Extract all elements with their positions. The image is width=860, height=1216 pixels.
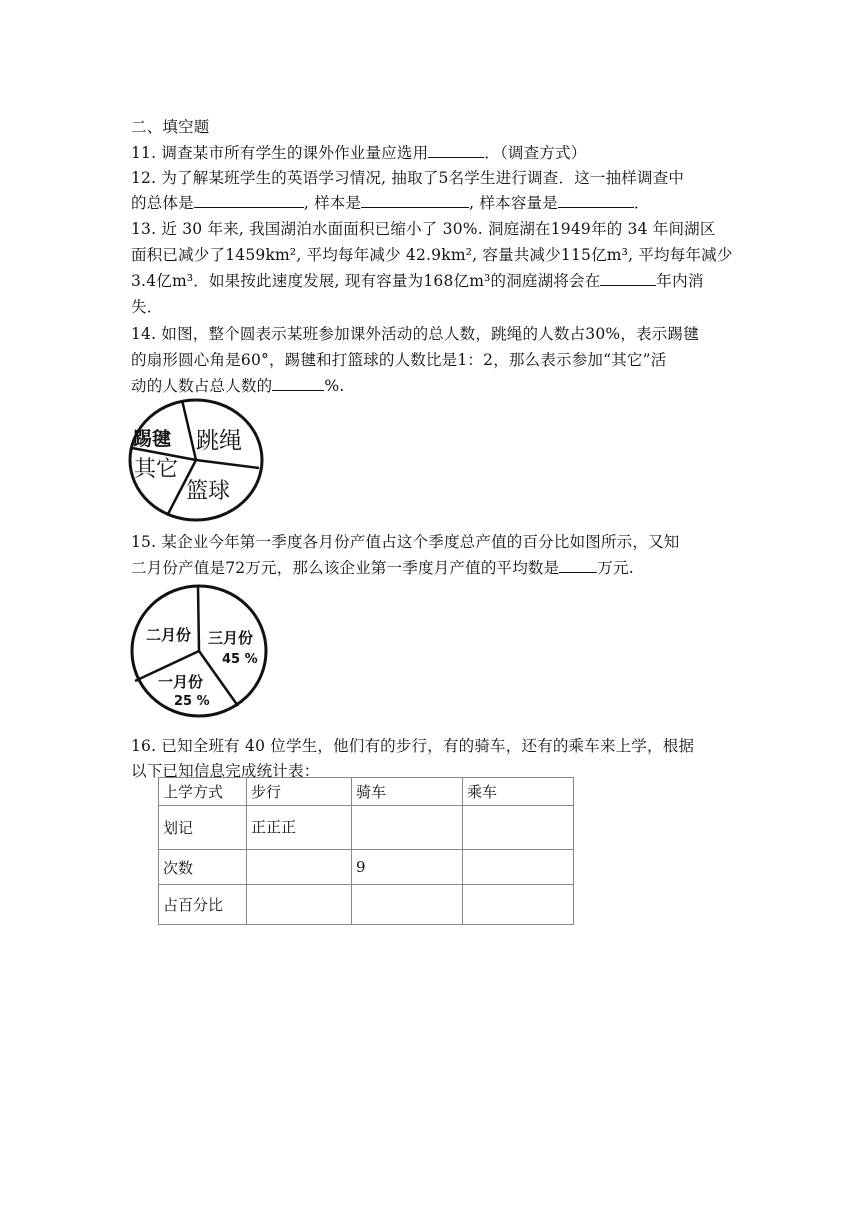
table-header-cell: 乘车 xyxy=(463,778,574,806)
table-cell: 正正正 xyxy=(247,806,352,850)
monthly-output-pie-chart xyxy=(130,584,268,718)
table-cell: 次数 xyxy=(159,850,247,885)
q11-text: 11. 调查某市所有学生的课外作业量应选用 xyxy=(131,144,429,162)
q12-blank-3 xyxy=(558,193,634,208)
pie2-label-feb: 二月份 xyxy=(146,626,192,644)
question-13-line4: 失． xyxy=(131,298,163,316)
pie2-divider xyxy=(198,586,199,651)
pie2-label-mar: 三月份 xyxy=(208,629,254,647)
q14-blank xyxy=(272,376,324,391)
question-13-line3 xyxy=(131,269,704,291)
q14-text-b: %. xyxy=(324,377,345,395)
q13-text-a: 3.4亿m³．如果按此速度发展, 现有容量为168亿m³的洞庭湖将会在 xyxy=(131,272,601,290)
table-row xyxy=(159,885,574,925)
table-cell xyxy=(247,885,352,925)
q12-text-d: ． xyxy=(633,194,650,212)
q12-text-b: , 样本是 xyxy=(303,194,362,212)
q12-text-c: , 样本容量是 xyxy=(469,194,558,212)
question-16-line2: 以下已知信息完成统计表： xyxy=(131,762,320,780)
question-12-line2 xyxy=(131,191,650,213)
q15-blank xyxy=(559,558,597,573)
question-12-line1: 12. 为了解某班学生的英语学习情况, 抽取了5名学生进行调查．这一抽样调查中 xyxy=(131,169,685,187)
pie2-pct-jan: 25 % xyxy=(174,694,210,709)
pie2-pct-mar: 45 % xyxy=(222,652,258,667)
q15-text-a: 二月份产值是72万元，那么该企业第一季度月产值的平均数是 xyxy=(131,559,560,577)
q12-blank-1 xyxy=(194,193,304,208)
table-cell xyxy=(352,806,463,850)
table-cell xyxy=(463,806,574,850)
activity-pie-chart xyxy=(128,398,264,522)
question-11 xyxy=(131,141,586,163)
pie1-label-qita: 其它 xyxy=(134,457,179,482)
question-13-line2: 面积已减少了1459km², 平均每年减少 42.9km², 容量共减少115亿m³, 平均每年减少 xyxy=(131,246,733,264)
table-cell xyxy=(352,885,463,925)
table-row xyxy=(159,850,574,885)
q14-text-a: 动的人数占总人数的 xyxy=(131,377,273,395)
q13-blank xyxy=(600,271,656,286)
question-14-line1: 14. 如图，整个圆表示某班参加课外活动的总人数，跳绳的人数占30%，表示踢毽 xyxy=(131,325,699,343)
question-15-line2 xyxy=(131,556,634,578)
table-cell xyxy=(247,850,352,885)
statistics-table xyxy=(158,777,574,925)
table-cell: 占百分比 xyxy=(159,885,247,925)
question-13-line1: 13. 近 30 年来, 我国湖泊水面面积已缩小了 30%. 洞庭湖在1949年的 34 年间湖区 xyxy=(131,220,716,238)
q11-tail: ．（调查方式） xyxy=(484,144,587,162)
table-row xyxy=(159,806,574,850)
q12-text-a: 的总体是 xyxy=(131,194,194,212)
question-16-line1: 16. 已知全班有 40 位学生，他们有的步行，有的骑车，还有的乘车来上学，根据 xyxy=(131,737,695,755)
q12-blank-2 xyxy=(361,193,469,208)
table-header-cell: 上学方式 xyxy=(159,778,247,806)
table-header-cell: 骑车 xyxy=(352,778,463,806)
q13-text-b: 年内消 xyxy=(656,272,704,290)
table-cell: 9 xyxy=(352,850,463,885)
question-15-line1: 15. 某企业今年第一季度各月份产值占这个季度总产值的百分比如图所示，又知 xyxy=(131,533,680,551)
pie1-label-jianzi: 踢毽 xyxy=(133,428,172,450)
pie2-label-jan: 一月份 xyxy=(158,673,204,691)
question-14-line2: 的扇形圆心角是60°，踢毽和打篮球的人数比是1：2，那么表示参加“其它”活 xyxy=(131,351,667,369)
table-cell xyxy=(463,850,574,885)
table-header-row xyxy=(159,778,574,806)
q11-blank xyxy=(428,143,484,158)
section-title: 二、填空题 xyxy=(131,118,210,136)
table-header-cell: 步行 xyxy=(247,778,352,806)
question-14-line3 xyxy=(131,374,344,396)
table-cell: 划记 xyxy=(159,806,247,850)
q15-text-b: 万元. xyxy=(597,559,634,577)
table-cell xyxy=(463,885,574,925)
pie1-label-lanqiu: 篮球 xyxy=(186,479,231,504)
pie1-label-tiaosheng: 跳绳 xyxy=(196,428,242,454)
